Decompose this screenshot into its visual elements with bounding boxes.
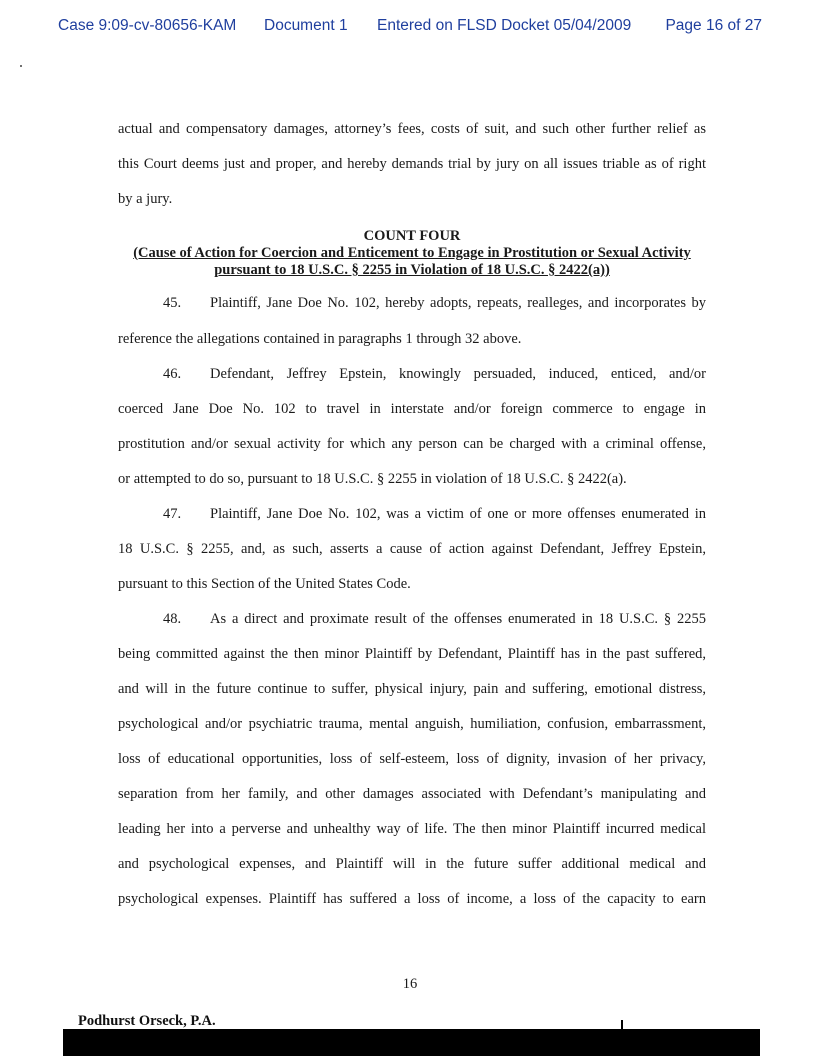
paragraph-48-line-7: leading her into a perverse and unhealthy way of life. The then minor Plaintiff incurred medical: [118, 821, 706, 837]
paragraph-number: 45.: [163, 295, 182, 311]
footer-black-bar: [63, 1029, 760, 1056]
paragraph-46-first-line: [163, 364, 706, 384]
page-count: Page 16 of 27: [665, 17, 762, 34]
case-number: Case 9:09-cv-80656-KAM: [58, 17, 237, 34]
paragraph-number: 46.: [163, 366, 182, 382]
paragraph-text: Defendant, Jeffrey Epstein, knowingly persuaded, induced, enticed, and/or: [210, 366, 706, 382]
paragraph-48-line-9: psychological expenses. Plaintiff has suffered a loss of income, a loss of the capacity to earn: [118, 891, 706, 907]
paragraph-45-line-2: reference the allegations contained in paragraphs 1 through 32 above.: [118, 331, 522, 347]
paragraph-text: Plaintiff, Jane Doe No. 102, hereby adopts, repeats, realleges, and incorporates by: [210, 295, 706, 311]
docket-entry-date: Entered on FLSD Docket 05/04/2009: [377, 17, 632, 34]
count-subtitle-line-2: pursuant to 18 U.S.C. § 2255 in Violation of 18 U.S.C. § 2422(a)): [214, 262, 610, 278]
continuation-line-3: by a jury.: [118, 191, 173, 207]
paragraph-48-line-8: and psychological expenses, and Plaintiff will in the future suffer additional medical and: [118, 856, 706, 872]
paragraph-number: 47.: [163, 506, 182, 522]
paragraph-47-first-line: [163, 504, 706, 524]
docket-header: [58, 17, 762, 37]
paragraph-48-first-line: [163, 609, 706, 629]
paragraph-48-line-3: and will in the future continue to suffer, physical injury, pain and suffering, emotional distress,: [118, 681, 706, 697]
page-number: 16: [402, 976, 418, 992]
paragraph-48-line-6: separation from her family, and other damages associated with Defendant’s manipulating and: [118, 786, 706, 802]
paragraph-48-line-5: loss of educational opportunities, loss of self-esteem, loss of dignity, invasion of her privacy,: [118, 751, 706, 767]
paragraph-48-line-4: psychological and/or psychiatric trauma, mental anguish, humiliation, confusion, embarrassment,: [118, 716, 706, 732]
paragraph-45-first-line: [163, 293, 706, 313]
continuation-line-1: actual and compensatory damages, attorney’s fees, costs of suit, and such other further relief as: [118, 121, 706, 137]
continuation-line-2: this Court deems just and proper, and hereby demands trial by jury on all issues triable as of right: [118, 156, 706, 172]
footer-firm-name: Podhurst Orseck, P.A.: [78, 1013, 216, 1029]
count-subtitle-line-1: (Cause of Action for Coercion and Enticement to Engage in Prostitution or Sexual Activity: [133, 245, 691, 261]
paragraph-47-line-2: 18 U.S.C. § 2255, and, as such, asserts a cause of action against Defendant, Jeffrey Epstein,: [118, 541, 706, 557]
paragraph-46-line-2: coerced Jane Doe No. 102 to travel in interstate and/or foreign commerce to engage in: [118, 401, 706, 417]
paragraph-47-line-3: pursuant to this Section of the United States Code.: [118, 576, 411, 592]
scan-speck: [20, 65, 22, 67]
paragraph-text: Plaintiff, Jane Doe No. 102, was a victim of one or more offenses enumerated in: [210, 506, 706, 522]
paragraph-46-line-4: or attempted to do so, pursuant to 18 U.S.C. § 2255 in violation of 18 U.S.C. § 2422(a).: [118, 471, 627, 487]
count-title: COUNT FOUR: [363, 228, 461, 244]
paragraph-text: As a direct and proximate result of the offenses enumerated in 18 U.S.C. § 2255: [210, 611, 706, 627]
document-number: Document 1: [264, 17, 348, 34]
paragraph-48-line-2: being committed against the then minor Plaintiff by Defendant, Plaintiff has in the past suffered,: [118, 646, 706, 662]
paragraph-number: 48.: [163, 611, 182, 627]
paragraph-46-line-3: prostitution and/or sexual activity for which any person can be charged with a criminal offense,: [118, 436, 706, 452]
